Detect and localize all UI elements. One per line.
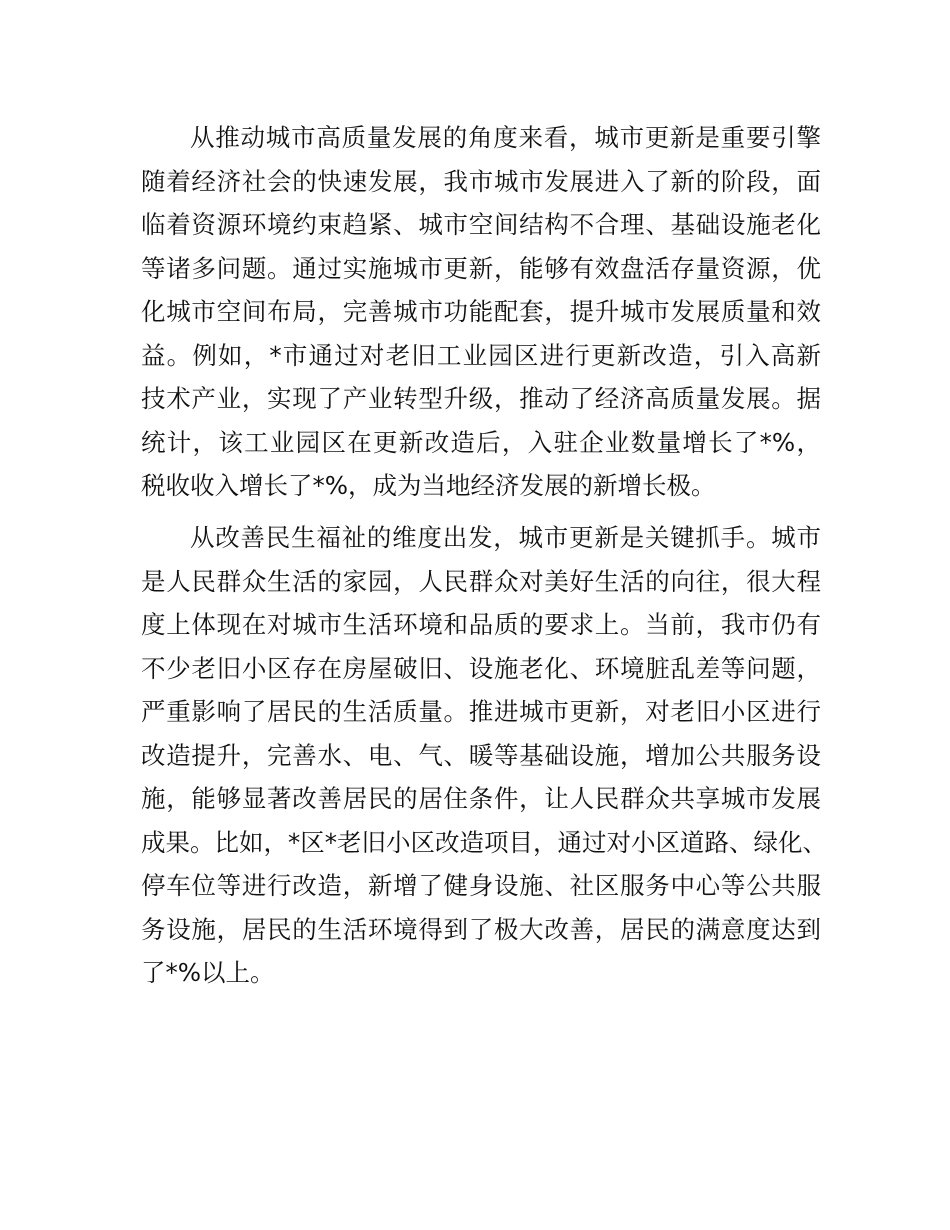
paragraph-line: 税收收入增长了*%，成为当地经济发展的新增长极。	[141, 471, 716, 500]
paragraph-line: 化城市空间布局，完善城市功能配套，提升城市发展质量和效	[141, 297, 821, 326]
paragraph-line: 从推动城市高质量发展的角度来看，城市更新是重要引擎	[190, 123, 821, 152]
paragraph-line: 度上体现在对城市生活环境和品质的要求上。当前，我市仍有	[141, 610, 821, 639]
paragraph-line: 务设施，居民的生活环境得到了极大改善，居民的满意度达到	[141, 914, 821, 944]
paragraph-line: 了*%以上。	[141, 958, 275, 987]
paragraph-line: 不少老旧小区存在房屋破旧、设施老化、环境脏乱差等问题，	[141, 653, 821, 683]
paragraph-line: 改造提升，完善水、电、气、暖等基础设施，增加公共服务设	[141, 740, 821, 770]
paragraph-line: 临着资源环境约束趋紧、城市空间结构不合理、基础设施老化	[141, 210, 821, 239]
paragraph-line: 等诸多问题。通过实施城市更新，能够有效盘活存量资源，优	[141, 253, 821, 283]
paragraph-line: 统计，该工业园区在更新改造后，入驻企业数量增长了*%，	[141, 427, 821, 457]
paragraph-line: 从改善民生福祉的维度出发，城市更新是关键抓手。城市	[190, 523, 821, 552]
paragraph-line: 成果。比如，*区*老旧小区改造项目，通过对小区道路、绿化、	[141, 827, 827, 857]
paragraph-livelihood-wellbeing	[141, 516, 827, 995]
paragraph-urban-quality-development	[141, 116, 821, 508]
paragraph-line: 技术产业，实现了产业转型升级，推动了经济高质量发展。据	[141, 384, 821, 413]
paragraph-line: 是人民群众生活的家园，人民群众对美好生活的向往，很大程	[141, 566, 821, 596]
paragraph-line: 停车位等进行改造，新增了健身设施、社区服务中心等公共服	[141, 871, 821, 900]
paragraph-line: 随着经济社会的快速发展，我市城市发展进入了新的阶段，面	[141, 166, 821, 196]
paragraph-line: 益。例如，*市通过对老旧工业园区进行更新改造，引入高新	[141, 340, 821, 370]
paragraph-line: 施，能够显著改善居民的居住条件，让人民群众共享城市发展	[141, 784, 821, 813]
paragraph-line: 严重影响了居民的生活质量。推进城市更新，对老旧小区进行	[141, 697, 821, 726]
